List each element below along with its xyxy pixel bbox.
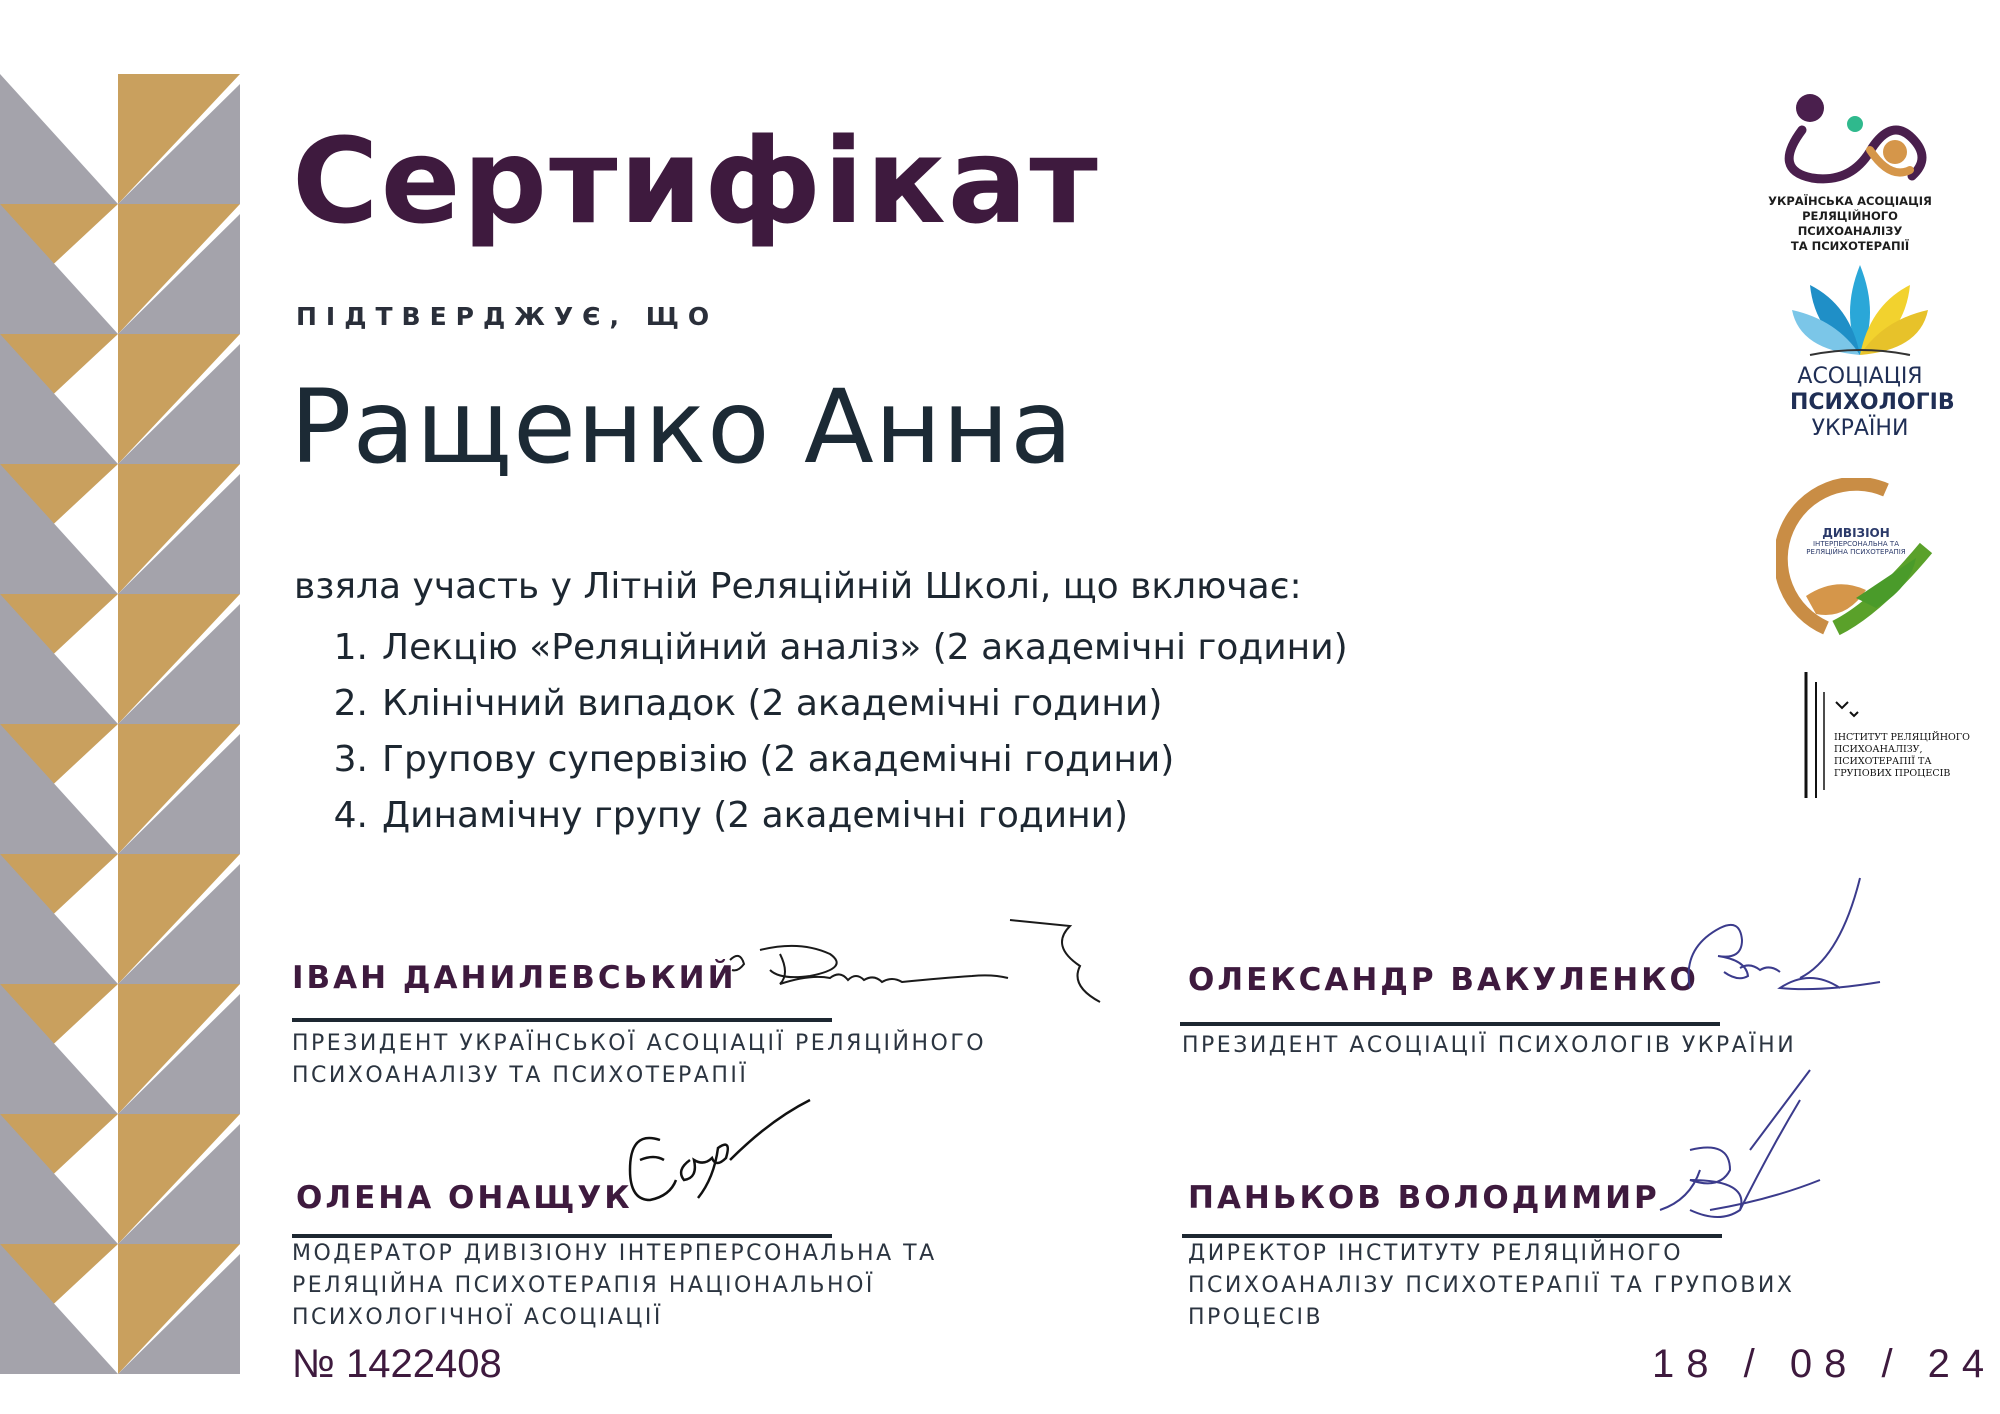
logo-division: ДИВІЗІОН ІНТЕРПЕРСОНАЛЬНА ТА РЕЛЯЦІЙНА ПСИХОТЕРАПІЯ (1776, 478, 1936, 638)
lotus-logo-icon (1790, 260, 1930, 360)
signatory-name: ОЛЕКСАНДР ВАКУЛЕНКО (1188, 962, 1699, 998)
logo-apu: АСОЦІАЦІЯ ПСИХОЛОГІВ УКРАЇНИ (1790, 260, 1930, 442)
recipient-name: Ращенко Анна (290, 368, 1074, 487)
chevron-triangle (0, 74, 118, 204)
signatory-name: ІВАН ДАНИЛЕВСЬКИЙ (292, 960, 737, 996)
item-text: Лекцію «Реляційний аналіз» (2 академічні години) (382, 627, 1348, 668)
chevron-decoration (0, 74, 240, 1374)
certificate-title: Сертифікат (292, 112, 1100, 250)
signature-image (1650, 1060, 1830, 1230)
item-text: Клінічний випадок (2 академічні години) (382, 683, 1163, 724)
item-number: 3. (333, 739, 368, 780)
item-number: 1. (333, 627, 368, 668)
item-number: 2. (333, 683, 368, 724)
signature-image (1680, 868, 1940, 1028)
program-list (312, 620, 1348, 844)
handshake-logo-icon (1776, 478, 1936, 638)
item-number: 4. (333, 795, 368, 836)
signatory-role: МОДЕРАТОР ДИВІЗІОНУ ІНТЕРПЕРСОНАЛЬНА ТА РЕЛЯЦІЙНА ПСИХОТЕРАПІЯ НАЦІОНАЛЬНОЇ ПСИХОЛОГІЧНОЇ АСОЦІАЦІЇ (292, 1241, 937, 1330)
logo-institute: ІНСТИТУТ РЕЛЯЦІЙНОГО ПСИХОАНАЛІЗУ, ПСИХОТЕРАПІЇ ТА ГРУПОВИХ ПРОЦЕСІВ (1800, 672, 1970, 802)
logo-uarpp: УКРАЇНСЬКА АСОЦІАЦІЯ РЕЛЯЦІЙНОГО ПСИХОАНАЛІЗУ ТА ПСИХОТЕРАПІЇ (1750, 90, 1950, 254)
signature-line (1180, 1022, 1720, 1026)
certificate-number: № 1422408 (292, 1342, 502, 1386)
uarpp-logo-icon (1750, 90, 1950, 190)
signatory-role: ПРЕЗИДЕНТ УКРАЇНСЬКОЇ АСОЦІАЦІЇ РЕЛЯЦІЙНОГО ПСИХОАНАЛІЗУ ТА ПСИХОТЕРАПІЇ (292, 1031, 987, 1088)
signatory-role: ПРЕЗИДЕНТ АСОЦІАЦІЇ ПСИХОЛОГІВ УКРАЇНИ (1182, 1033, 1797, 1058)
signature-image (620, 1090, 830, 1250)
program-item (312, 732, 1348, 788)
program-item (312, 676, 1348, 732)
signature-image (720, 910, 1140, 1020)
item-text: Групову супервізію (2 академічні години) (382, 739, 1175, 780)
certificate-date: 18 / 08 / 24 (1652, 1342, 1997, 1386)
program-item (312, 620, 1348, 676)
signatory-name: ПАНЬКОВ ВОЛОДИМИР (1188, 1180, 1660, 1216)
signatory-role: ДИРЕКТОР ІНСТИТУТУ РЕЛЯЦІЙНОГО ПСИХОАНАЛІЗУ ПСИХОТЕРАПІЇ ТА ГРУПОВИХ ПРОЦЕСІВ (1188, 1241, 1795, 1330)
participation-intro: взяла участь у Літній Реляційній Школі, що включає: (294, 566, 1302, 607)
signatory-name: ОЛЕНА ОНАЩУК (296, 1180, 633, 1216)
item-text: Динамічну групу (2 академічні години) (382, 795, 1129, 836)
confirms-label: ПІДТВЕРДЖУЄ, ЩО (296, 302, 719, 331)
program-item (312, 788, 1348, 844)
